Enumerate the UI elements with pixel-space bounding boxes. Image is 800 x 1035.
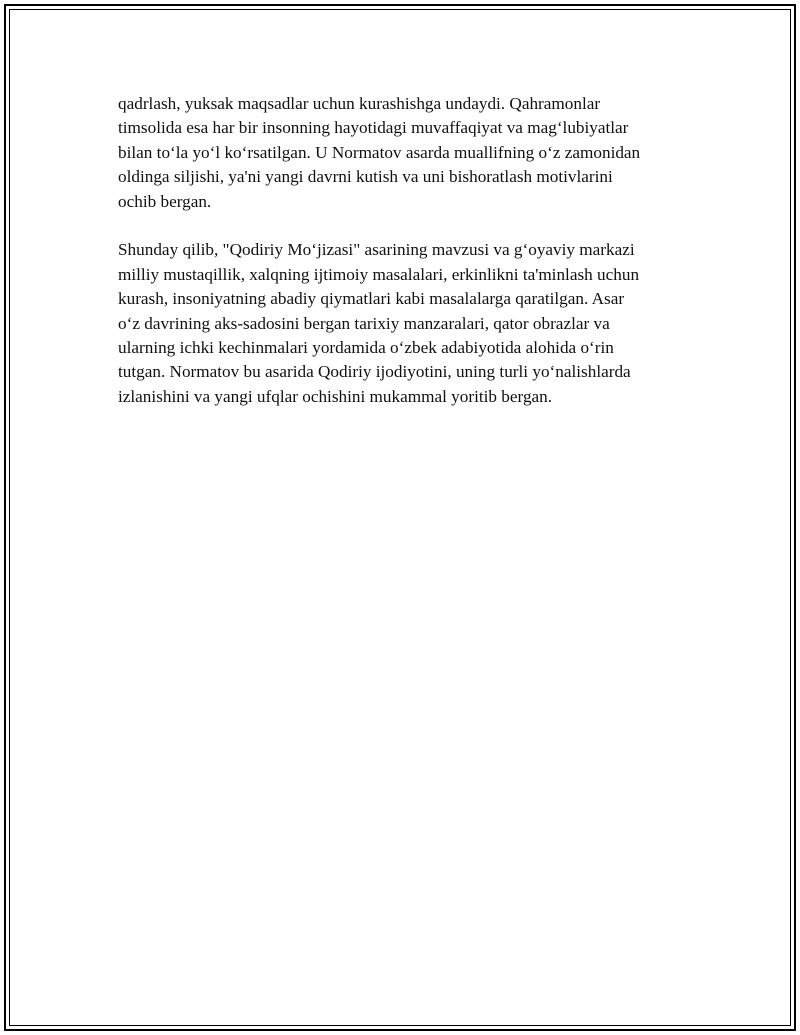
text-line: izlanishini va yangi ufqlar ochishini mukammal yoritib bergan.: [118, 386, 553, 406]
text-line: ularning ichki kechinmalari yordamida o‘zbek adabiyotida alohida o‘rin: [118, 338, 614, 358]
text-line: timsolida esa har bir insonning hayotidagi muvaffaqiyat va mag‘lubiyatlar: [118, 118, 629, 138]
paragraph-2: [118, 238, 698, 409]
text-line: o‘z davrining aks-sadosini bergan tarixiy manzaralari, qator obrazlar va: [118, 313, 610, 333]
text-line: Shunday qilib, "Qodiriy Mo‘jizasi" asarining mavzusi va g‘oyaviy markazi: [118, 240, 635, 260]
text-line: oldinga siljishi, ya'ni yangi davrni kutish va uni bishoratlash motivlarini: [118, 167, 613, 187]
text-line: qadrlash, yuksak maqsadlar uchun kurashishga undaydi. Qahramonlar: [118, 94, 601, 113]
text-line: kurash, insoniyatning abadiy qiymatlari kabi masalalarga qaratilgan. Asar: [118, 289, 625, 309]
paragraph-1: [118, 92, 698, 214]
text-line: ochib bergan.: [118, 191, 212, 211]
text-line: milliy mustaqillik, xalqning ijtimoiy masalalari, erkinlikni ta'minlash uchun: [118, 264, 640, 284]
text-line: bilan to‘la yo‘l ko‘rsatilgan. U Normatov asarda muallifning o‘z zamonidan: [118, 142, 641, 162]
document-body: [118, 92, 698, 409]
text-line: tutgan. Normatov bu asarida Qodiriy ijodiyotini, uning turli yo‘nalishlarda: [118, 362, 631, 382]
